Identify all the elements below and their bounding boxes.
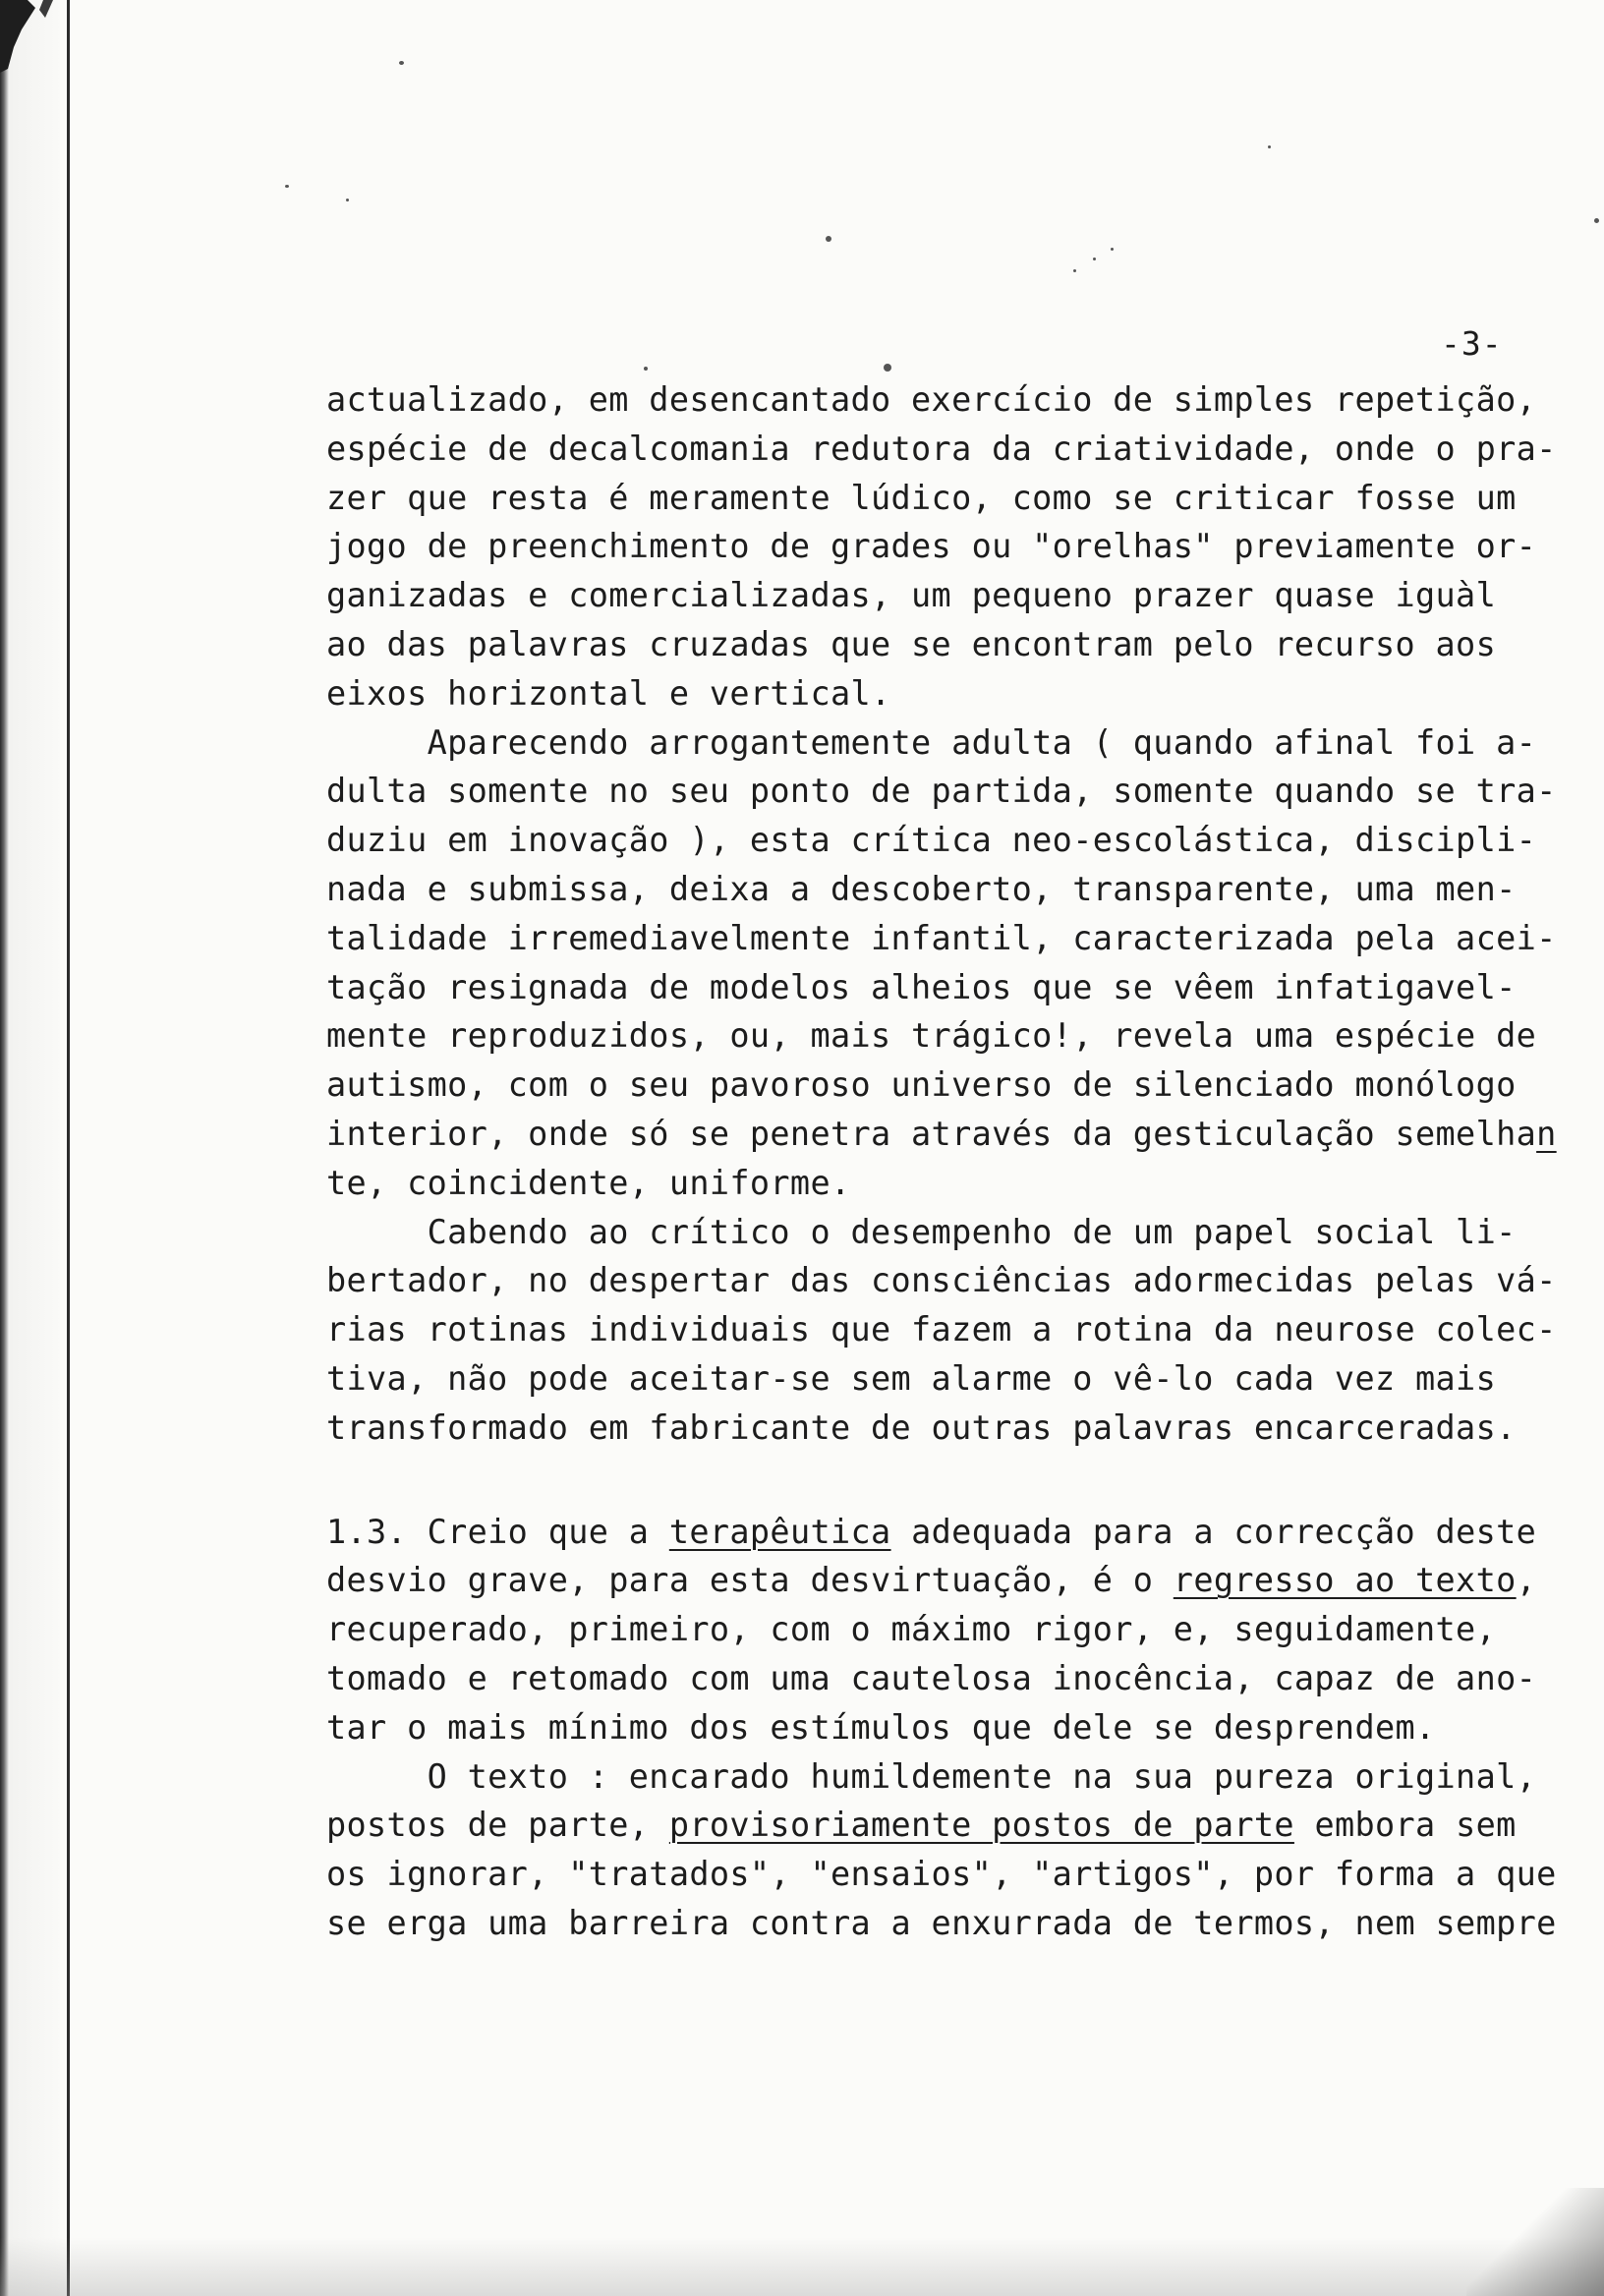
scan-speck	[1268, 145, 1271, 148]
text-segment: te, coincidente, uniforme.	[326, 1163, 851, 1202]
text-line	[326, 1061, 1594, 1110]
text-segment: duziu em inovação ), esta crítica neo-escolástica, discipli-	[326, 821, 1537, 860]
text-segment: postos de parte,	[326, 1806, 669, 1845]
text-line	[326, 1605, 1594, 1654]
text-line	[326, 1208, 1594, 1257]
text-segment: ao das palavras cruzadas que se encontram pelo recurso aos	[326, 624, 1497, 663]
text-line	[326, 1752, 1594, 1802]
text-segment: talidade irremediavelmente infantil, caracterizada pela acei-	[326, 918, 1557, 957]
text-segment: dulta somente no seu ponto de partida, somente quando se tra-	[326, 772, 1557, 811]
text-line	[326, 522, 1594, 571]
text-segment: desvio grave, para esta desvirtuação, é o	[326, 1561, 1174, 1600]
page-number: -3-	[1441, 324, 1503, 363]
scan-left-edge	[0, 0, 69, 2296]
text-segment: 1.3. Creio que a	[326, 1512, 669, 1551]
scan-speck	[1073, 269, 1076, 272]
text-line	[326, 425, 1594, 474]
scan-speck	[826, 236, 831, 242]
text-line	[326, 1703, 1594, 1752]
text-segment: embora sem	[1293, 1806, 1517, 1845]
text-line	[326, 718, 1594, 768]
underlined-text: terapêutica	[668, 1512, 891, 1551]
scan-bottom-shadow	[0, 2237, 1604, 2296]
scan-speck	[1093, 258, 1096, 260]
text-segment: tiva, não pode aceitar-se sem alarme o vê-lo cada vez mais	[326, 1358, 1497, 1398]
text-line	[326, 963, 1594, 1012]
text-segment: tar o mais mínimo dos estímulos que dele se desprendem.	[326, 1707, 1436, 1747]
text-line	[326, 767, 1594, 816]
text-segment: tomado e retomado com uma cautelosa inocência, capaz de ano-	[326, 1658, 1537, 1697]
text-segment: os ignorar, "tratados", "ensaios", "artigos", por forma a que	[326, 1855, 1557, 1894]
scan-speck	[1594, 218, 1599, 223]
text-line	[326, 571, 1594, 620]
text-segment: bertador, no despertar das consciências adormecidas pelas vá-	[326, 1261, 1557, 1300]
scan-speck	[884, 364, 891, 372]
text-segment: tação resignada de modelos alheios que se vêem infatigavel-	[326, 967, 1517, 1006]
text-line	[326, 1850, 1594, 1899]
text-segment: adequada para a correcção deste	[890, 1512, 1537, 1551]
text-line	[326, 865, 1594, 914]
underlined-text: regresso ao texto	[1173, 1561, 1517, 1600]
text-line	[326, 1556, 1594, 1605]
scan-speck	[644, 367, 648, 371]
text-line	[326, 620, 1594, 669]
text-line	[326, 816, 1594, 865]
underlined-text: provisoriamente postos de parte	[668, 1806, 1294, 1845]
text-line	[326, 1899, 1594, 1948]
text-line	[326, 1404, 1594, 1453]
text-segment: zer que resta é meramente lúdico, como se criticar fosse um	[326, 478, 1517, 517]
text-line	[326, 1305, 1594, 1354]
text-segment: espécie de decalcomania redutora da criatividade, onde o pra-	[326, 429, 1557, 468]
text-segment: autismo, com o seu pavoroso universo de silenciado monólogo	[326, 1065, 1517, 1105]
text-segment: rias rotinas individuais que fazem a rotina da neurose colec-	[326, 1310, 1557, 1349]
scan-left-border	[67, 0, 70, 2296]
text-line	[326, 474, 1594, 523]
body-text	[326, 375, 1594, 1948]
scan-corner-mark	[0, 0, 59, 74]
scan-speck	[399, 61, 404, 65]
text-segment: O texto : encarado humildemente na sua pureza original,	[326, 1756, 1537, 1796]
text-line	[326, 1159, 1594, 1208]
text-segment: transformado em fabricante de outras palavras encarceradas.	[326, 1407, 1517, 1447]
text-line	[326, 669, 1594, 718]
text-line	[326, 1508, 1594, 1557]
paragraph-gap	[326, 1453, 1594, 1508]
text-line	[326, 1354, 1594, 1404]
text-line	[326, 1110, 1594, 1159]
text-segment: Aparecendo arrogantemente adulta ( quando afinal foi a-	[326, 722, 1537, 762]
text-line	[326, 1011, 1594, 1061]
text-segment: eixos horizontal e vertical.	[326, 673, 891, 713]
text-segment: mente reproduzidos, ou, mais trágico!, revela uma espécie de	[326, 1016, 1537, 1056]
text-segment: se erga uma barreira contra a enxurrada de termos, nem sempre	[326, 1903, 1557, 1942]
text-line	[326, 1801, 1594, 1850]
scan-bottom-corner	[1466, 2188, 1604, 2296]
scan-speck	[346, 199, 349, 201]
text-segment: jogo de preenchimento de grades ou "orelhas" previamente or-	[326, 527, 1537, 566]
scan-speck	[1111, 248, 1114, 251]
text-segment: interior, onde só se penetra através da gesticulação semelha	[326, 1114, 1537, 1153]
text-line	[326, 914, 1594, 963]
text-segment: Cabendo ao crítico o desempenho de um papel social li-	[326, 1212, 1517, 1251]
text-segment: ganizadas e comercializadas, um pequeno prazer quase iguàl	[326, 576, 1497, 615]
text-segment: recuperado, primeiro, com o máximo rigor, e, seguidamente,	[326, 1610, 1497, 1649]
text-line	[326, 375, 1594, 425]
underlined-text: n	[1536, 1114, 1557, 1153]
text-line	[326, 1654, 1594, 1703]
text-segment: nada e submissa, deixa a descoberto, transparente, uma men-	[326, 869, 1517, 908]
text-line	[326, 1256, 1594, 1305]
text-segment: ,	[1516, 1561, 1537, 1600]
text-segment: actualizado, em desencantado exercício de simples repetição,	[326, 380, 1537, 419]
scan-speck	[285, 185, 289, 188]
